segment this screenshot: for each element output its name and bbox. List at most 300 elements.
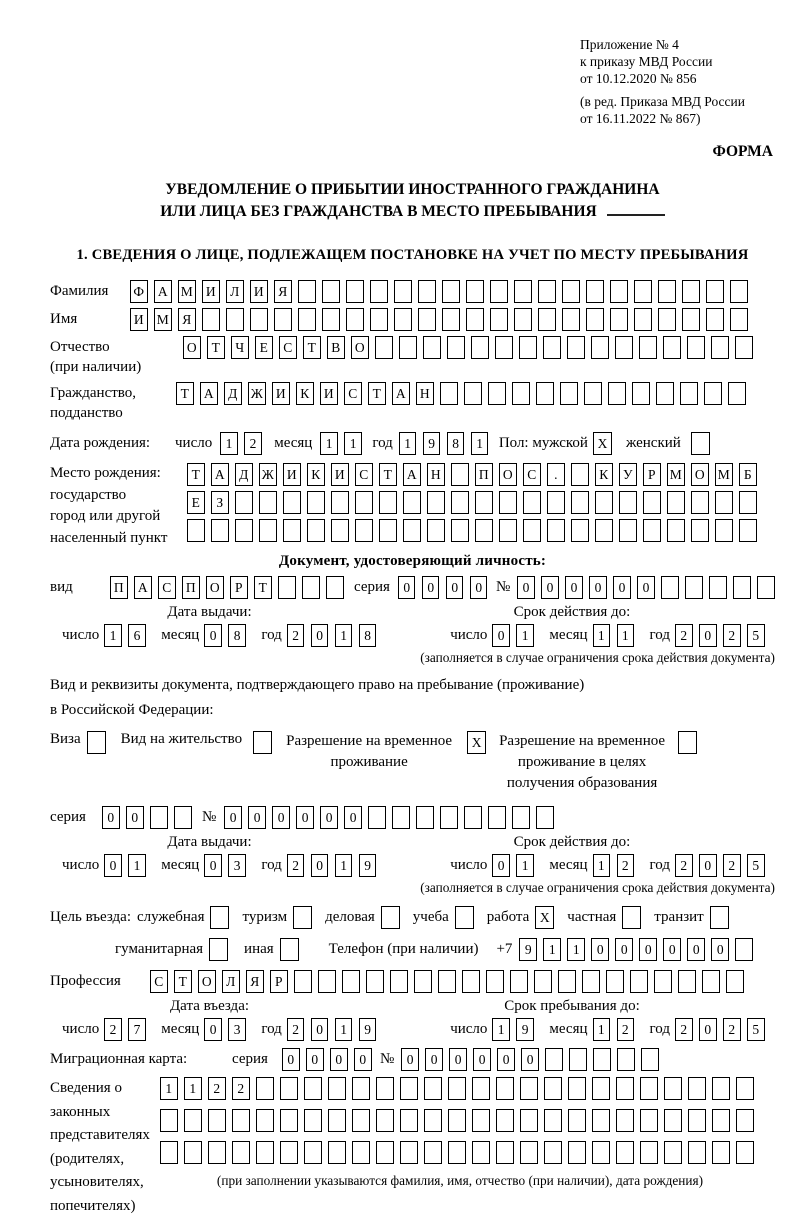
- char-cell[interactable]: 0: [311, 854, 329, 877]
- char-cell[interactable]: [352, 1077, 370, 1100]
- char-cell[interactable]: 1: [104, 624, 122, 647]
- char-cell[interactable]: 8: [447, 432, 465, 455]
- char-cell[interactable]: [514, 308, 532, 331]
- char-cell[interactable]: И: [320, 382, 338, 405]
- char-cell[interactable]: 5: [747, 1018, 765, 1041]
- char-cell[interactable]: С: [150, 970, 168, 993]
- char-cell[interactable]: З: [211, 491, 229, 514]
- char-cell[interactable]: [545, 1048, 563, 1071]
- char-cell[interactable]: [538, 280, 556, 303]
- char-cell[interactable]: [735, 938, 753, 961]
- char-cell[interactable]: 0: [699, 1018, 717, 1041]
- char-cell[interactable]: [486, 970, 504, 993]
- char-cell[interactable]: М: [178, 280, 196, 303]
- char-cell[interactable]: Ж: [259, 463, 277, 486]
- char-cell[interactable]: [547, 491, 565, 514]
- char-cell[interactable]: С: [158, 576, 176, 599]
- char-cell[interactable]: [355, 491, 373, 514]
- char-cell[interactable]: [706, 280, 724, 303]
- char-cell[interactable]: 2: [723, 624, 741, 647]
- char-cell[interactable]: [394, 308, 412, 331]
- char-cell[interactable]: С: [355, 463, 373, 486]
- char-cell[interactable]: [520, 1141, 538, 1164]
- char-cell[interactable]: О: [499, 463, 517, 486]
- char-cell[interactable]: 0: [473, 1048, 491, 1071]
- char-cell[interactable]: [512, 382, 530, 405]
- char-cell[interactable]: [582, 970, 600, 993]
- char-cell[interactable]: [307, 491, 325, 514]
- char-cell[interactable]: О: [198, 970, 216, 993]
- char-cell[interactable]: [658, 280, 676, 303]
- char-cell[interactable]: [466, 308, 484, 331]
- char-cell[interactable]: Т: [187, 463, 205, 486]
- char-cell[interactable]: [322, 308, 340, 331]
- char-cell[interactable]: А: [211, 463, 229, 486]
- char-cell[interactable]: 1: [335, 854, 353, 877]
- char-cell[interactable]: Т: [207, 336, 225, 359]
- char-cell[interactable]: [664, 1077, 682, 1100]
- char-cell[interactable]: Т: [254, 576, 272, 599]
- char-cell[interactable]: [278, 576, 296, 599]
- char-cell[interactable]: [326, 576, 344, 599]
- char-cell[interactable]: [464, 806, 482, 829]
- char-cell[interactable]: [544, 1077, 562, 1100]
- char-cell[interactable]: [739, 519, 757, 542]
- char-cell[interactable]: А: [134, 576, 152, 599]
- char-cell[interactable]: [427, 491, 445, 514]
- char-cell[interactable]: Р: [643, 463, 661, 486]
- char-cell[interactable]: А: [154, 280, 172, 303]
- char-cell[interactable]: 0: [296, 806, 314, 829]
- char-cell[interactable]: 2: [723, 1018, 741, 1041]
- char-cell[interactable]: [558, 970, 576, 993]
- char-cell[interactable]: [691, 491, 709, 514]
- char-cell[interactable]: [640, 1141, 658, 1164]
- char-cell[interactable]: [687, 336, 705, 359]
- char-cell[interactable]: [514, 280, 532, 303]
- char-cell[interactable]: 0: [344, 806, 362, 829]
- char-cell[interactable]: А: [403, 463, 421, 486]
- char-cell[interactable]: В: [327, 336, 345, 359]
- char-cell[interactable]: [370, 280, 388, 303]
- char-cell[interactable]: 9: [423, 432, 441, 455]
- char-cell[interactable]: [619, 519, 637, 542]
- char-cell[interactable]: [547, 519, 565, 542]
- char-cell[interactable]: 0: [311, 624, 329, 647]
- char-cell[interactable]: [256, 1141, 274, 1164]
- char-cell[interactable]: [331, 491, 349, 514]
- char-cell[interactable]: [571, 519, 589, 542]
- char-cell[interactable]: 0: [591, 938, 609, 961]
- char-cell[interactable]: [523, 491, 541, 514]
- char-cell[interactable]: [568, 1077, 586, 1100]
- char-cell[interactable]: [496, 1077, 514, 1100]
- char-cell[interactable]: [366, 970, 384, 993]
- char-cell[interactable]: [667, 519, 685, 542]
- char-cell[interactable]: [302, 576, 320, 599]
- char-cell[interactable]: 1: [593, 1018, 611, 1041]
- char-cell[interactable]: [562, 280, 580, 303]
- char-cell[interactable]: 0: [224, 806, 242, 829]
- char-cell[interactable]: [256, 1109, 274, 1132]
- char-cell[interactable]: Б: [739, 463, 757, 486]
- char-cell[interactable]: [352, 1141, 370, 1164]
- char-cell[interactable]: [593, 1048, 611, 1071]
- char-cell[interactable]: О: [183, 336, 201, 359]
- char-cell[interactable]: [208, 1109, 226, 1132]
- char-cell[interactable]: [592, 1109, 610, 1132]
- char-cell[interactable]: 0: [589, 576, 607, 599]
- char-cell[interactable]: [680, 382, 698, 405]
- char-cell[interactable]: 2: [208, 1077, 226, 1100]
- char-cell[interactable]: О: [351, 336, 369, 359]
- char-cell[interactable]: [298, 308, 316, 331]
- char-cell[interactable]: [730, 280, 748, 303]
- char-cell[interactable]: [416, 806, 434, 829]
- char-cell[interactable]: [639, 336, 657, 359]
- char-cell[interactable]: [202, 308, 220, 331]
- char-cell[interactable]: Т: [368, 382, 386, 405]
- char-cell[interactable]: [298, 280, 316, 303]
- char-cell[interactable]: [423, 336, 441, 359]
- char-cell[interactable]: [643, 519, 661, 542]
- char-cell[interactable]: [634, 280, 652, 303]
- char-cell[interactable]: 1: [492, 1018, 510, 1041]
- char-cell[interactable]: [283, 491, 301, 514]
- char-cell[interactable]: 2: [287, 854, 305, 877]
- char-cell[interactable]: [307, 519, 325, 542]
- char-cell[interactable]: [184, 1141, 202, 1164]
- char-cell[interactable]: [368, 806, 386, 829]
- char-cell[interactable]: 8: [359, 624, 377, 647]
- char-cell[interactable]: [318, 970, 336, 993]
- char-cell[interactable]: 1: [344, 432, 362, 455]
- char-cell[interactable]: [376, 1141, 394, 1164]
- char-cell[interactable]: [704, 382, 722, 405]
- char-cell[interactable]: [499, 519, 517, 542]
- char-cell[interactable]: Н: [416, 382, 434, 405]
- char-cell[interactable]: [232, 1141, 250, 1164]
- char-cell[interactable]: [331, 519, 349, 542]
- char-cell[interactable]: 5: [747, 854, 765, 877]
- char-cell[interactable]: 0: [613, 576, 631, 599]
- char-cell[interactable]: [400, 1109, 418, 1132]
- char-cell[interactable]: [322, 280, 340, 303]
- char-cell[interactable]: Ч: [231, 336, 249, 359]
- char-cell[interactable]: [640, 1077, 658, 1100]
- char-cell[interactable]: [616, 1077, 634, 1100]
- char-cell[interactable]: 1: [335, 1018, 353, 1041]
- char-cell[interactable]: [678, 970, 696, 993]
- char-cell[interactable]: 2: [617, 854, 635, 877]
- char-cell[interactable]: [424, 1141, 442, 1164]
- char-cell[interactable]: [538, 308, 556, 331]
- char-cell[interactable]: [688, 1141, 706, 1164]
- char-cell[interactable]: 2: [675, 854, 693, 877]
- char-cell[interactable]: [586, 308, 604, 331]
- char-cell[interactable]: [658, 308, 676, 331]
- char-cell[interactable]: [726, 970, 744, 993]
- char-cell[interactable]: [616, 1141, 634, 1164]
- purpose-other-checkbox[interactable]: [280, 938, 299, 961]
- char-cell[interactable]: 0: [492, 854, 510, 877]
- char-cell[interactable]: [630, 970, 648, 993]
- char-cell[interactable]: [150, 806, 168, 829]
- char-cell[interactable]: [304, 1109, 322, 1132]
- char-cell[interactable]: 0: [615, 938, 633, 961]
- char-cell[interactable]: [536, 382, 554, 405]
- char-cell[interactable]: [256, 1077, 274, 1100]
- char-cell[interactable]: [442, 280, 460, 303]
- char-cell[interactable]: 0: [398, 576, 416, 599]
- char-cell[interactable]: [712, 1077, 730, 1100]
- char-cell[interactable]: 0: [422, 576, 440, 599]
- char-cell[interactable]: [390, 970, 408, 993]
- char-cell[interactable]: Н: [427, 463, 445, 486]
- purpose-tourism-checkbox[interactable]: [293, 906, 312, 929]
- char-cell[interactable]: [685, 576, 703, 599]
- char-cell[interactable]: 1: [399, 432, 417, 455]
- char-cell[interactable]: 1: [128, 854, 146, 877]
- char-cell[interactable]: 0: [306, 1048, 324, 1071]
- char-cell[interactable]: 0: [401, 1048, 419, 1071]
- char-cell[interactable]: [472, 1109, 490, 1132]
- char-cell[interactable]: [427, 519, 445, 542]
- char-cell[interactable]: [656, 382, 674, 405]
- char-cell[interactable]: Д: [235, 463, 253, 486]
- char-cell[interactable]: [400, 1077, 418, 1100]
- char-cell[interactable]: [259, 519, 277, 542]
- char-cell[interactable]: [352, 1109, 370, 1132]
- residence-permit-checkbox[interactable]: [253, 731, 272, 754]
- char-cell[interactable]: Л: [226, 280, 244, 303]
- char-cell[interactable]: 0: [204, 1018, 222, 1041]
- char-cell[interactable]: [376, 1109, 394, 1132]
- char-cell[interactable]: Р: [230, 576, 248, 599]
- char-cell[interactable]: [232, 1109, 250, 1132]
- char-cell[interactable]: [328, 1109, 346, 1132]
- char-cell[interactable]: [562, 308, 580, 331]
- char-cell[interactable]: 9: [516, 1018, 534, 1041]
- char-cell[interactable]: [414, 970, 432, 993]
- char-cell[interactable]: [610, 280, 628, 303]
- char-cell[interactable]: [403, 491, 421, 514]
- char-cell[interactable]: [712, 1109, 730, 1132]
- char-cell[interactable]: 6: [128, 624, 146, 647]
- char-cell[interactable]: [447, 336, 465, 359]
- char-cell[interactable]: 9: [519, 938, 537, 961]
- char-cell[interactable]: 0: [204, 854, 222, 877]
- char-cell[interactable]: Т: [174, 970, 192, 993]
- char-cell[interactable]: 1: [593, 624, 611, 647]
- char-cell[interactable]: Е: [187, 491, 205, 514]
- char-cell[interactable]: [682, 280, 700, 303]
- char-cell[interactable]: [400, 1141, 418, 1164]
- char-cell[interactable]: [490, 280, 508, 303]
- char-cell[interactable]: [160, 1109, 178, 1132]
- char-cell[interactable]: [280, 1077, 298, 1100]
- char-cell[interactable]: [490, 308, 508, 331]
- char-cell[interactable]: [709, 576, 727, 599]
- char-cell[interactable]: 1: [617, 624, 635, 647]
- char-cell[interactable]: [595, 491, 613, 514]
- char-cell[interactable]: [654, 970, 672, 993]
- char-cell[interactable]: 0: [687, 938, 705, 961]
- purpose-private-checkbox[interactable]: [622, 906, 641, 929]
- char-cell[interactable]: [438, 970, 456, 993]
- char-cell[interactable]: Т: [379, 463, 397, 486]
- char-cell[interactable]: 0: [517, 576, 535, 599]
- char-cell[interactable]: 2: [723, 854, 741, 877]
- char-cell[interactable]: [235, 519, 253, 542]
- char-cell[interactable]: [661, 576, 679, 599]
- char-cell[interactable]: 0: [282, 1048, 300, 1071]
- char-cell[interactable]: [667, 491, 685, 514]
- char-cell[interactable]: [184, 1109, 202, 1132]
- char-cell[interactable]: 8: [228, 624, 246, 647]
- purpose-transit-checkbox[interactable]: [710, 906, 729, 929]
- char-cell[interactable]: 0: [204, 624, 222, 647]
- char-cell[interactable]: [187, 519, 205, 542]
- char-cell[interactable]: 0: [699, 854, 717, 877]
- char-cell[interactable]: 0: [663, 938, 681, 961]
- char-cell[interactable]: 0: [311, 1018, 329, 1041]
- char-cell[interactable]: 0: [104, 854, 122, 877]
- char-cell[interactable]: Ф: [130, 280, 148, 303]
- char-cell[interactable]: 2: [232, 1077, 250, 1100]
- purpose-study-checkbox[interactable]: [455, 906, 474, 929]
- char-cell[interactable]: И: [283, 463, 301, 486]
- char-cell[interactable]: [544, 1109, 562, 1132]
- char-cell[interactable]: [663, 336, 681, 359]
- char-cell[interactable]: [632, 382, 650, 405]
- char-cell[interactable]: [499, 491, 517, 514]
- char-cell[interactable]: [448, 1077, 466, 1100]
- char-cell[interactable]: [664, 1109, 682, 1132]
- char-cell[interactable]: 2: [287, 624, 305, 647]
- char-cell[interactable]: [448, 1109, 466, 1132]
- char-cell[interactable]: 5: [747, 624, 765, 647]
- char-cell[interactable]: [592, 1077, 610, 1100]
- char-cell[interactable]: [259, 491, 277, 514]
- char-cell[interactable]: [736, 1077, 754, 1100]
- char-cell[interactable]: [592, 1141, 610, 1164]
- char-cell[interactable]: А: [200, 382, 218, 405]
- purpose-work-checkbox[interactable]: X: [535, 906, 554, 929]
- char-cell[interactable]: [641, 1048, 659, 1071]
- char-cell[interactable]: [534, 970, 552, 993]
- char-cell[interactable]: 0: [354, 1048, 372, 1071]
- char-cell[interactable]: [711, 336, 729, 359]
- purpose-commercial-checkbox[interactable]: [381, 906, 400, 929]
- char-cell[interactable]: [448, 1141, 466, 1164]
- char-cell[interactable]: 0: [272, 806, 290, 829]
- char-cell[interactable]: [688, 1109, 706, 1132]
- char-cell[interactable]: 1: [471, 432, 489, 455]
- char-cell[interactable]: [591, 336, 609, 359]
- char-cell[interactable]: [280, 1141, 298, 1164]
- char-cell[interactable]: [536, 806, 554, 829]
- char-cell[interactable]: К: [595, 463, 613, 486]
- char-cell[interactable]: Т: [303, 336, 321, 359]
- char-cell[interactable]: 2: [244, 432, 262, 455]
- char-cell[interactable]: [403, 519, 421, 542]
- char-cell[interactable]: 0: [248, 806, 266, 829]
- char-cell[interactable]: [519, 336, 537, 359]
- char-cell[interactable]: [634, 308, 652, 331]
- char-cell[interactable]: 0: [102, 806, 120, 829]
- char-cell[interactable]: 0: [320, 806, 338, 829]
- char-cell[interactable]: [715, 519, 733, 542]
- char-cell[interactable]: [451, 491, 469, 514]
- char-cell[interactable]: [379, 519, 397, 542]
- char-cell[interactable]: [466, 280, 484, 303]
- char-cell[interactable]: [512, 806, 530, 829]
- char-cell[interactable]: 0: [639, 938, 657, 961]
- char-cell[interactable]: [442, 308, 460, 331]
- char-cell[interactable]: 0: [699, 624, 717, 647]
- char-cell[interactable]: И: [130, 308, 148, 331]
- char-cell[interactable]: 0: [521, 1048, 539, 1071]
- char-cell[interactable]: [346, 280, 364, 303]
- char-cell[interactable]: И: [272, 382, 290, 405]
- char-cell[interactable]: [451, 519, 469, 542]
- char-cell[interactable]: 0: [541, 576, 559, 599]
- char-cell[interactable]: Т: [176, 382, 194, 405]
- char-cell[interactable]: [235, 491, 253, 514]
- char-cell[interactable]: [488, 806, 506, 829]
- char-cell[interactable]: [543, 336, 561, 359]
- char-cell[interactable]: [471, 336, 489, 359]
- char-cell[interactable]: [715, 491, 733, 514]
- char-cell[interactable]: [375, 336, 393, 359]
- char-cell[interactable]: [682, 308, 700, 331]
- char-cell[interactable]: [736, 1141, 754, 1164]
- char-cell[interactable]: Д: [224, 382, 242, 405]
- char-cell[interactable]: [328, 1141, 346, 1164]
- char-cell[interactable]: [568, 1141, 586, 1164]
- char-cell[interactable]: И: [250, 280, 268, 303]
- char-cell[interactable]: [472, 1141, 490, 1164]
- char-cell[interactable]: 1: [335, 624, 353, 647]
- char-cell[interactable]: А: [392, 382, 410, 405]
- char-cell[interactable]: [346, 308, 364, 331]
- char-cell[interactable]: [567, 336, 585, 359]
- char-cell[interactable]: Е: [255, 336, 273, 359]
- char-cell[interactable]: 1: [593, 854, 611, 877]
- char-cell[interactable]: У: [619, 463, 637, 486]
- char-cell[interactable]: С: [523, 463, 541, 486]
- char-cell[interactable]: М: [154, 308, 172, 331]
- char-cell[interactable]: [283, 519, 301, 542]
- char-cell[interactable]: 0: [126, 806, 144, 829]
- char-cell[interactable]: 2: [675, 624, 693, 647]
- char-cell[interactable]: 1: [567, 938, 585, 961]
- char-cell[interactable]: М: [715, 463, 733, 486]
- char-cell[interactable]: [274, 308, 292, 331]
- char-cell[interactable]: [462, 970, 480, 993]
- char-cell[interactable]: [728, 382, 746, 405]
- char-cell[interactable]: [606, 970, 624, 993]
- char-cell[interactable]: [355, 519, 373, 542]
- char-cell[interactable]: 0: [470, 576, 488, 599]
- char-cell[interactable]: [280, 1109, 298, 1132]
- char-cell[interactable]: [733, 576, 751, 599]
- char-cell[interactable]: [608, 382, 626, 405]
- char-cell[interactable]: 0: [446, 576, 464, 599]
- char-cell[interactable]: [510, 970, 528, 993]
- char-cell[interactable]: 3: [228, 854, 246, 877]
